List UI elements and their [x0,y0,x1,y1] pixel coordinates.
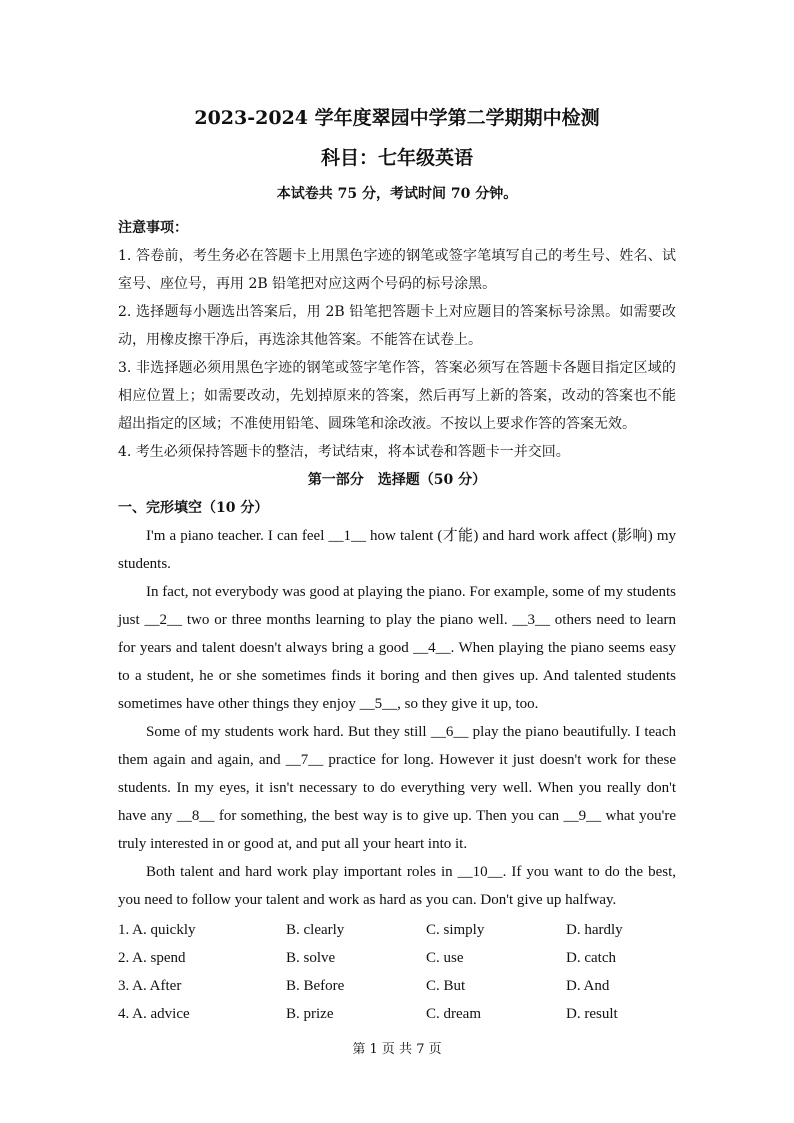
answer-options [118,916,676,1028]
passage-paragraph: Some of my students work hard. But they still __6__ play the piano beautifully. I teach them again and again, and __7__ practice for long. However it just doesn't work for these students. In my eyes, it isn't necessary to do everything very well. When you really don't have any __8__ for something, the best way is to give up. Then you can __9__ what you're truly interested in or good at, and put all your heart into it. [118,724,676,852]
option-row [118,916,676,944]
option-d: D. catch [566,950,616,966]
option-d: D. And [566,978,610,994]
option-c: C. simply [426,922,485,938]
passage-paragraph: I'm a piano teacher. I can feel __1__ how talent (才能) and hard work affect (影响) my students. [118,528,676,572]
subject-title: 科目：七年级英语 [320,147,473,169]
page-footer: 第 1 页 共 7 页 [352,1042,442,1057]
passage-paragraph: In fact, not everybody was good at playing the piano. For example, some of my students just __2__ two or three months learning to play the piano well. __3__ others need to learn for years and talent doesn't always bring a good __4__. When playing the piano seems easy to a student, he or she sometimes finds it boring and then gives up. And talented students sometimes have other things they enjoy __5__, so they give it up, too. [118,584,676,712]
note-item: 1. 答卷前，考生务必在答题卡上用黑色字迹的钢笔或签字笔填写自己的考生号、姓名、试室号、座位号，再用 2B 铅笔把对应这两个号码的标号涂黑。 [118,248,676,292]
notes-heading: 注意事项： [118,220,188,236]
exam-title: 2023-2024 学年度翠园中学第二学期期中检测 [194,107,600,129]
option-a: 1. A. quickly [118,922,196,938]
note-item: 3. 非选择题必须用黑色字迹的钢笔或签字笔作答，答案必须写在答题卡各题目指定区域的相应位置上；如需要改动，先划掉原来的答案，然后再写上新的答案，改动的答案也不能超出指定的区域；不准使用铅笔、圆珠笔和涂改液。不按以上要求作答的答案无效。 [118,360,676,432]
note-item: 4. 考生必须保持答题卡的整洁，考试结束，将本试卷和答题卡一并交回。 [118,444,570,460]
option-c: C. use [426,950,464,966]
option-row [118,1000,676,1028]
option-a: 2. A. spend [118,950,186,966]
option-c: C. dream [426,1006,481,1022]
section-heading: 第一部分 选择题（50 分） [307,472,487,488]
exam-info: 本试卷共 75 分，考试时间 70 分钟。 [276,186,518,202]
option-b: B. clearly [286,922,345,938]
option-b: B. prize [286,1006,334,1022]
option-d: D. hardly [566,922,623,938]
notes-block [118,214,676,466]
option-a: 3. A. After [118,978,182,994]
option-b: B. Before [286,978,345,994]
option-c: C. But [426,978,466,994]
option-d: D. result [566,1006,618,1022]
option-row [118,944,676,972]
note-item: 2. 选择题每小题选出答案后，用 2B 铅笔把答题卡上对应题目的答案标号涂黑。如需要改动，用橡皮擦干净后，再选涂其他答案。不能答在试卷上。 [118,304,676,348]
option-row [118,972,676,1000]
option-b: B. solve [286,950,336,966]
part-heading: 一、完形填空（10 分） [118,500,269,516]
option-a: 4. A. advice [118,1006,190,1022]
cloze-passage [118,522,676,914]
passage-paragraph: Both talent and hard work play important roles in __10__. If you want to do the best, you need to follow your talent and work as hard as you can. Don't give up halfway. [118,864,676,908]
